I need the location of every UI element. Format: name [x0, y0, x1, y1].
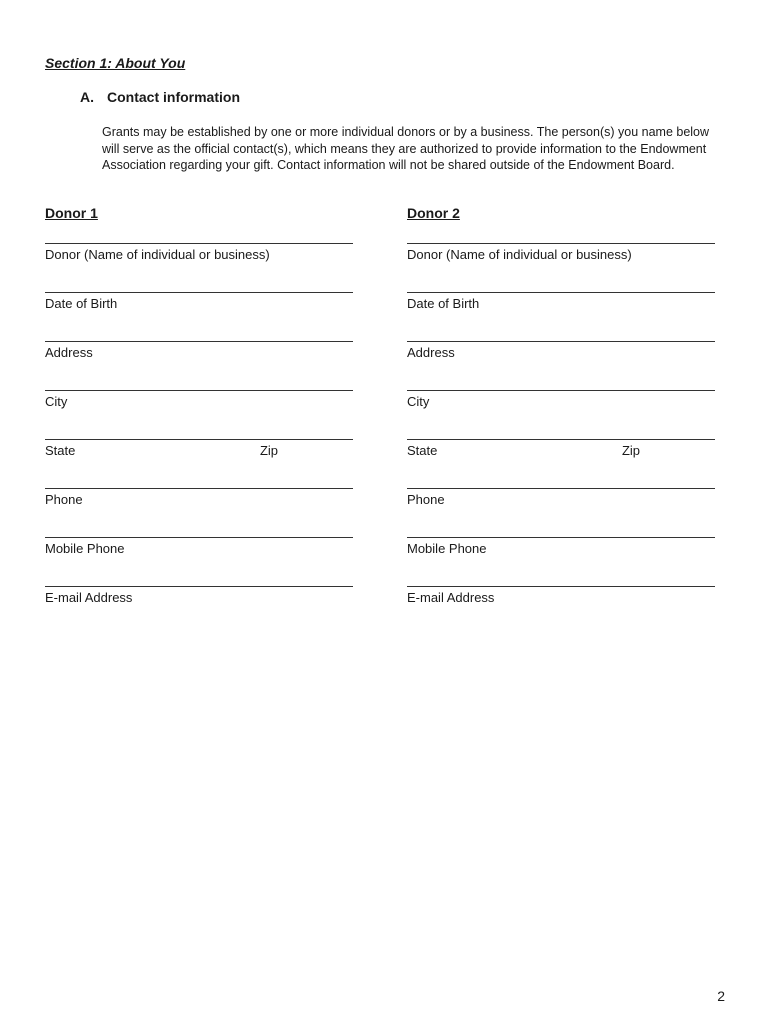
section-title: Section 1: About You	[45, 55, 186, 71]
donor-2-address-line[interactable]	[407, 341, 715, 342]
donor-1-column	[45, 205, 355, 605]
donor-1-mobile-line[interactable]	[45, 537, 353, 538]
donor-2-dob-line[interactable]	[407, 292, 715, 293]
donor-2-phone-line[interactable]	[407, 488, 715, 489]
donor-2-city-line[interactable]	[407, 390, 715, 391]
donor-1-city-field[interactable]	[45, 390, 353, 410]
donor-1-name-field[interactable]	[45, 243, 353, 263]
page-number: 2	[717, 988, 725, 1004]
donor-1-name-label: Donor (Name of individual or business)	[45, 247, 270, 262]
donor-1-mobile-field[interactable]	[45, 537, 353, 557]
donor-2-name-line[interactable]	[407, 243, 715, 244]
donor-2-email-label: E-mail Address	[407, 590, 495, 605]
donor-1-dob-field[interactable]	[45, 292, 353, 312]
donor-2-state-label: State	[407, 443, 438, 458]
subsection-letter: A.	[80, 89, 94, 105]
donor-2-mobile-field[interactable]	[407, 537, 715, 557]
donor-1-phone-label: Phone	[45, 492, 83, 507]
subsection-title: Contact information	[107, 89, 240, 105]
donor-1-address-label: Address	[45, 345, 93, 360]
donor-1-state-zip-field[interactable]	[45, 439, 353, 459]
donor-1-name-line[interactable]	[45, 243, 353, 244]
donor-1-heading: Donor 1	[45, 205, 98, 221]
donor-2-address-label: Address	[407, 345, 455, 360]
donor-1-address-field[interactable]	[45, 341, 353, 361]
donor-2-dob-label: Date of Birth	[407, 296, 480, 311]
intro-paragraph: Grants may be established by one or more individual donors or by a business. The person(s) you name below will serve as the official contact(s), which means they are authorized to provide information to the Endowment Association regarding your gift. Contact information will not be shared outside of the Endowment Board.	[102, 125, 710, 172]
donor-1-phone-field[interactable]	[45, 488, 353, 508]
donor-2-state-zip-field[interactable]	[407, 439, 715, 459]
donor-1-zip-label: Zip	[259, 443, 278, 458]
donor-2-phone-label: Phone	[407, 492, 445, 507]
donor-1-phone-line[interactable]	[45, 488, 353, 489]
donor-2-email-field[interactable]	[407, 586, 715, 606]
donor-2-city-field[interactable]	[407, 390, 715, 410]
donor-2-heading: Donor 2	[407, 205, 460, 221]
donor-1-email-field[interactable]	[45, 586, 353, 606]
donor-1-address-line[interactable]	[45, 341, 353, 342]
donor-2-address-field[interactable]	[407, 341, 715, 361]
donor-2-state-zip-line[interactable]	[407, 439, 715, 440]
donor-1-mobile-label: Mobile Phone	[45, 541, 125, 556]
donor-2-name-field[interactable]	[407, 243, 715, 263]
donor-1-city-line[interactable]	[45, 390, 353, 391]
donor-2-city-label: City	[407, 394, 430, 409]
donor-2-phone-field[interactable]	[407, 488, 715, 508]
donor-1-state-label: State	[45, 443, 76, 458]
donor-1-dob-line[interactable]	[45, 292, 353, 293]
donor-2-dob-field[interactable]	[407, 292, 715, 312]
donor-2-email-line[interactable]	[407, 586, 715, 587]
donor-2-zip-label: Zip	[621, 443, 640, 458]
subsection-heading	[80, 89, 240, 105]
donor-1-dob-label: Date of Birth	[45, 296, 118, 311]
donor-1-state-zip-line[interactable]	[45, 439, 353, 440]
donor-1-city-label: City	[45, 394, 68, 409]
donor-2-mobile-line[interactable]	[407, 537, 715, 538]
donor-2-name-label: Donor (Name of individual or business)	[407, 247, 632, 262]
donor-1-email-line[interactable]	[45, 586, 353, 587]
donor-2-mobile-label: Mobile Phone	[407, 541, 487, 556]
donor-2-column	[407, 205, 717, 605]
donor-1-email-label: E-mail Address	[45, 590, 133, 605]
